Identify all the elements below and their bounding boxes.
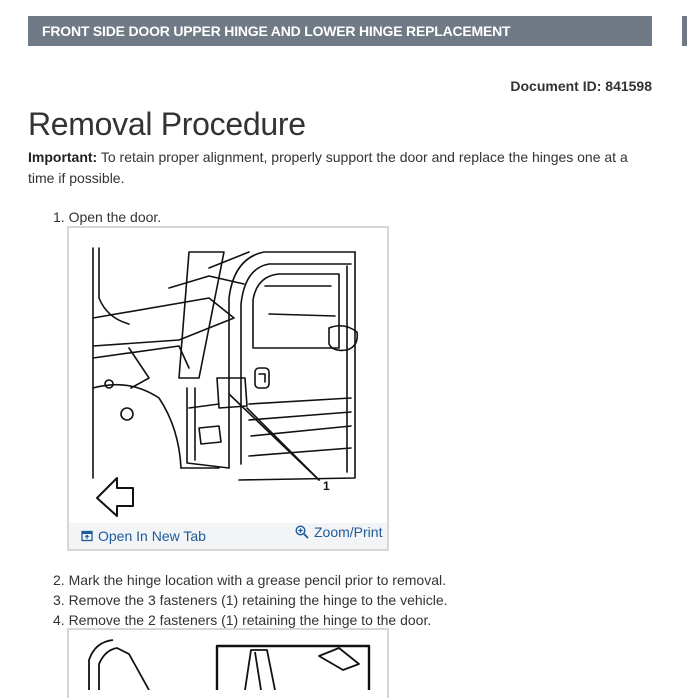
magnifier-plus-icon [295,525,309,539]
open-new-tab-link[interactable] [81,528,206,544]
open-new-tab-icon [81,530,93,542]
zoom-print-label: Zoom/Print [314,524,383,540]
step-2: 2. Mark the hinge location with a grease pencil prior to removal. [53,572,446,588]
door-hinge-illustration [69,228,387,523]
step-3: 3. Remove the 3 fasteners (1) retaining the hinge to the vehicle. [53,592,448,608]
section-title: Removal Procedure [28,106,306,142]
figure-2 [67,628,389,698]
door-hinge-illustration-2 [69,630,387,690]
callout-label: 1 [323,479,330,493]
zoom-print-link[interactable] [295,524,382,540]
step-4: 4. Remove the 2 fasteners (1) retaining the hinge to the door. [53,612,432,628]
figure-toolbar [69,523,387,549]
figure-1 [67,226,389,551]
step-1: 1. Open the door. [53,209,162,225]
header-edge [682,16,687,46]
page-header-title: FRONT SIDE DOOR UPPER HINGE AND LOWER HINGE REPLACEMENT [28,16,652,46]
open-new-tab-label: Open In New Tab [98,528,206,544]
document-id: Document ID: 841598 [510,78,652,94]
important-label: Important: [28,149,98,165]
important-text: To retain proper alignment, properly support the door and replace the hinges one at a time if possible. [28,149,628,186]
important-note [28,147,648,189]
